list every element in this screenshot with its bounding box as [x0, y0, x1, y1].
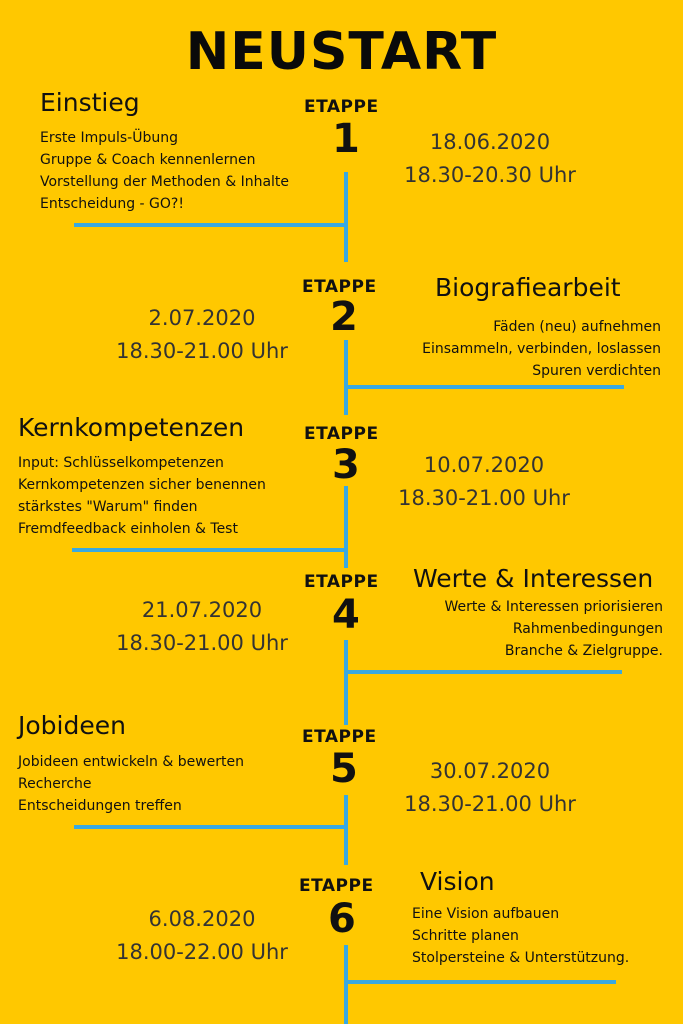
stage-heading: Einstieg — [40, 88, 140, 117]
timeline-segment-1 — [344, 172, 348, 262]
date-text: 10.07.2020 — [423, 453, 545, 477]
timeline-branch-1 — [74, 223, 348, 227]
timeline-segment-6 — [344, 945, 348, 1024]
etappe-label: ETAPPE — [299, 876, 374, 896]
time-text: 18.30-21.00 Uhr — [398, 486, 570, 510]
stage-date — [102, 302, 302, 368]
list-item: Entscheidungen treffen — [18, 798, 182, 814]
list-item: Spuren verdichten — [532, 363, 661, 379]
timeline-branch-4 — [344, 670, 622, 674]
timeline-segment-2 — [344, 340, 348, 415]
date-text: 6.08.2020 — [148, 907, 256, 931]
stage-date — [390, 126, 590, 192]
timeline-branch-5 — [74, 825, 348, 829]
list-item: Schritte planen — [412, 928, 519, 944]
list-item: Entscheidung - GO?! — [40, 196, 184, 212]
stage-heading: Vision — [420, 867, 495, 896]
list-item: Input: Schlüsselkompetenzen — [18, 455, 224, 471]
etappe-label: ETAPPE — [304, 424, 379, 444]
timeline-branch-2 — [344, 385, 624, 389]
timeline-branch-6 — [344, 980, 616, 984]
list-item: stärkstes "Warum" finden — [18, 499, 198, 515]
stage-items — [18, 452, 266, 540]
etappe-label: ETAPPE — [304, 97, 379, 117]
timeline-segment-4 — [344, 640, 348, 725]
time-text: 18.30-21.00 Uhr — [404, 792, 576, 816]
etappe-number: 3 — [332, 442, 360, 488]
time-text: 18.30-20.30 Uhr — [404, 163, 576, 187]
list-item: Stolpersteine & Unterstützung. — [412, 950, 630, 966]
date-text: 2.07.2020 — [148, 306, 256, 330]
etappe-number: 2 — [330, 294, 358, 340]
time-text: 18.30-21.00 Uhr — [116, 339, 288, 363]
list-item: Erste Impuls-Übung — [40, 130, 178, 146]
etappe-number: 5 — [330, 746, 358, 792]
time-text: 18.30-21.00 Uhr — [116, 631, 288, 655]
stage-heading: Jobideen — [18, 711, 126, 740]
etappe-number: 1 — [332, 116, 360, 162]
date-text: 21.07.2020 — [141, 598, 263, 622]
list-item: Fremdfeedback einholen & Test — [18, 521, 238, 537]
stage-items — [40, 127, 289, 215]
timeline-segment-5 — [344, 795, 348, 865]
stage-date — [102, 903, 302, 969]
stage-items — [412, 903, 629, 969]
time-text: 18.00-22.00 Uhr — [116, 940, 288, 964]
list-item: Recherche — [18, 776, 92, 792]
stage-heading: Kernkompetenzen — [18, 413, 245, 442]
list-item: Rahmenbedingungen — [512, 621, 663, 637]
timeline-segment-3 — [344, 486, 348, 568]
list-item: Jobideen entwickeln & bewerten — [18, 754, 245, 770]
stage-items — [445, 596, 663, 662]
page-title: NEUSTART — [185, 22, 498, 82]
stage-items — [18, 751, 244, 817]
list-item: Branche & Zielgruppe. — [504, 643, 663, 659]
list-item: Fäden (neu) aufnehmen — [493, 319, 661, 335]
list-item: Eine Vision aufbauen — [412, 906, 560, 922]
stage-items — [422, 316, 661, 382]
list-item: Vorstellung der Methoden & Inhalte — [40, 174, 290, 190]
date-text: 18.06.2020 — [429, 130, 551, 154]
stage-date — [102, 594, 302, 660]
date-text: 30.07.2020 — [429, 759, 551, 783]
stage-heading: Werte & Interessen — [413, 564, 654, 593]
list-item: Kernkompetenzen sicher benennen — [18, 477, 266, 493]
etappe-number: 4 — [332, 592, 360, 638]
etappe-label: ETAPPE — [302, 727, 377, 747]
etappe-number: 6 — [328, 896, 356, 942]
stage-date — [390, 755, 590, 821]
etappe-label: ETAPPE — [302, 277, 377, 297]
list-item: Werte & Interessen priorisieren — [444, 599, 663, 615]
stage-heading: Biografiearbeit — [435, 273, 621, 302]
etappe-label: ETAPPE — [304, 572, 379, 592]
timeline-branch-3 — [72, 548, 348, 552]
list-item: Gruppe & Coach kennenlernen — [40, 152, 256, 168]
stage-date — [384, 449, 584, 515]
list-item: Einsammeln, verbinden, loslassen — [422, 341, 661, 357]
